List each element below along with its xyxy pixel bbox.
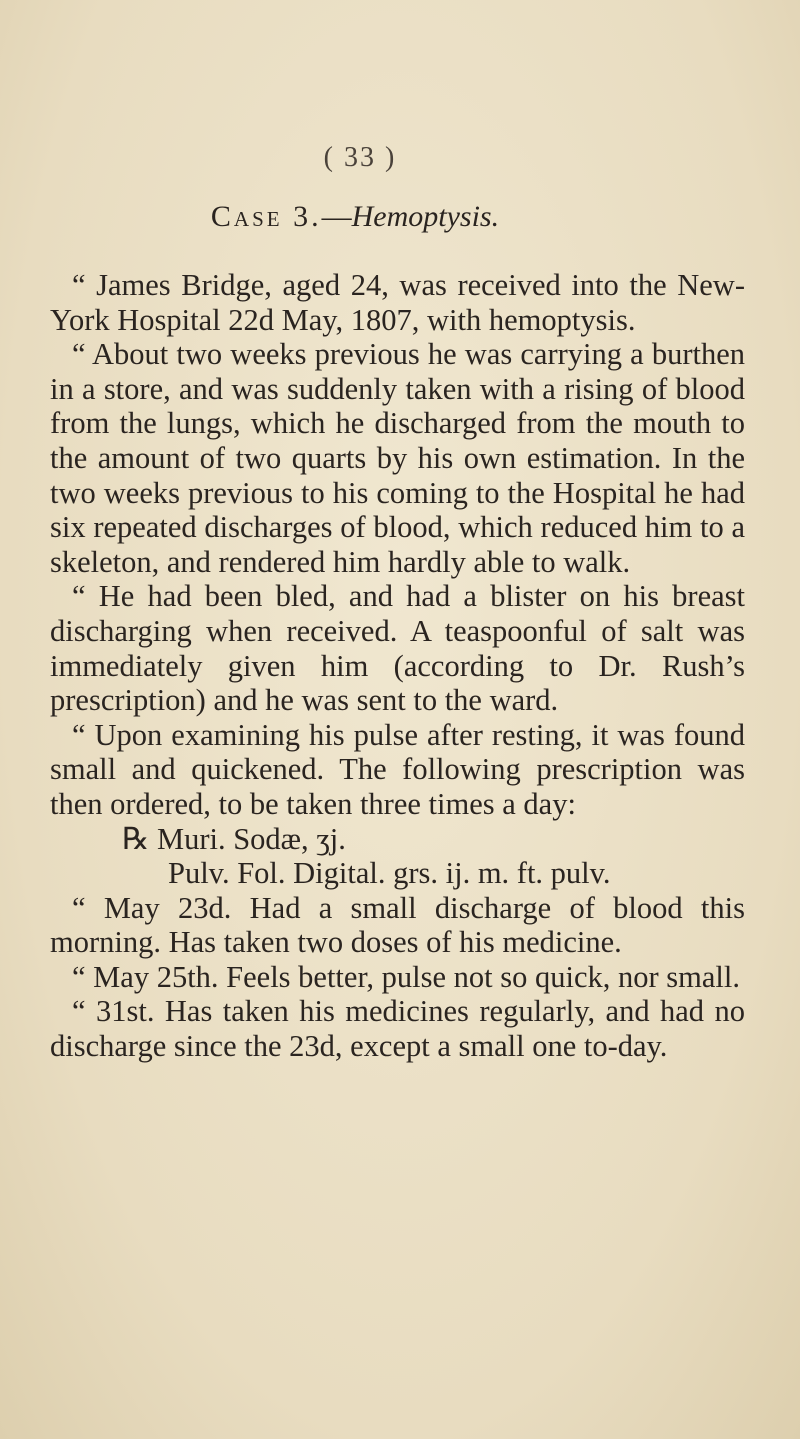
case-heading: [0, 200, 710, 234]
paragraph-6: “ May 25th. Feels better, pulse not so quick, nor small.: [72, 959, 740, 994]
page-number: ( 33 ): [323, 142, 397, 173]
paragraph-4: “ Upon examining his pulse after resting, it was found small and quickened. The following prescription was then ordered, to be taken three times a day:: [50, 717, 745, 821]
paragraph-2: “ About two weeks previous he was carrying a burthen in a store, and was suddenly taken with a rising of blood from the lungs, which he discharged from the mouth to the amount of two quarts by his own estimation. In the two weeks previous to his coming to the Hospital he had six repeated discharges of blood, which reduced him to a skeleton, and rendered him hardly able to walk.: [50, 337, 745, 579]
paragraph-3: “ He had been bled, and had a blister on his breast discharging when received. A teaspoonful of salt was immediately given him (according to Dr. Rush’s prescription) and he was sent to the ward.: [50, 579, 745, 718]
case-body: [50, 268, 745, 1064]
prescription-line-2: Pulv. Fol. Digital. grs. ij. m. ft. pulv.: [168, 856, 611, 891]
case-label: Case 3.: [210, 200, 322, 233]
heading-dash: —: [321, 200, 352, 233]
paragraph-1: “ James Bridge, aged 24, was received into the New-York Hospital 22d May, 1807, with hemoptysis.: [50, 268, 745, 337]
prescription-line-1: ℞ Muri. Sodæ, ʒj.: [122, 821, 346, 856]
paragraph-5: “ May 23d. Had a small discharge of blood this morning. Has taken two doses of his medicine.: [50, 890, 745, 960]
paragraph-7: “ 31st. Has taken his medicines regularly, and had no discharge since the 23d, except a small one to-day.: [50, 994, 745, 1064]
case-title: Hemoptysis.: [351, 200, 500, 233]
